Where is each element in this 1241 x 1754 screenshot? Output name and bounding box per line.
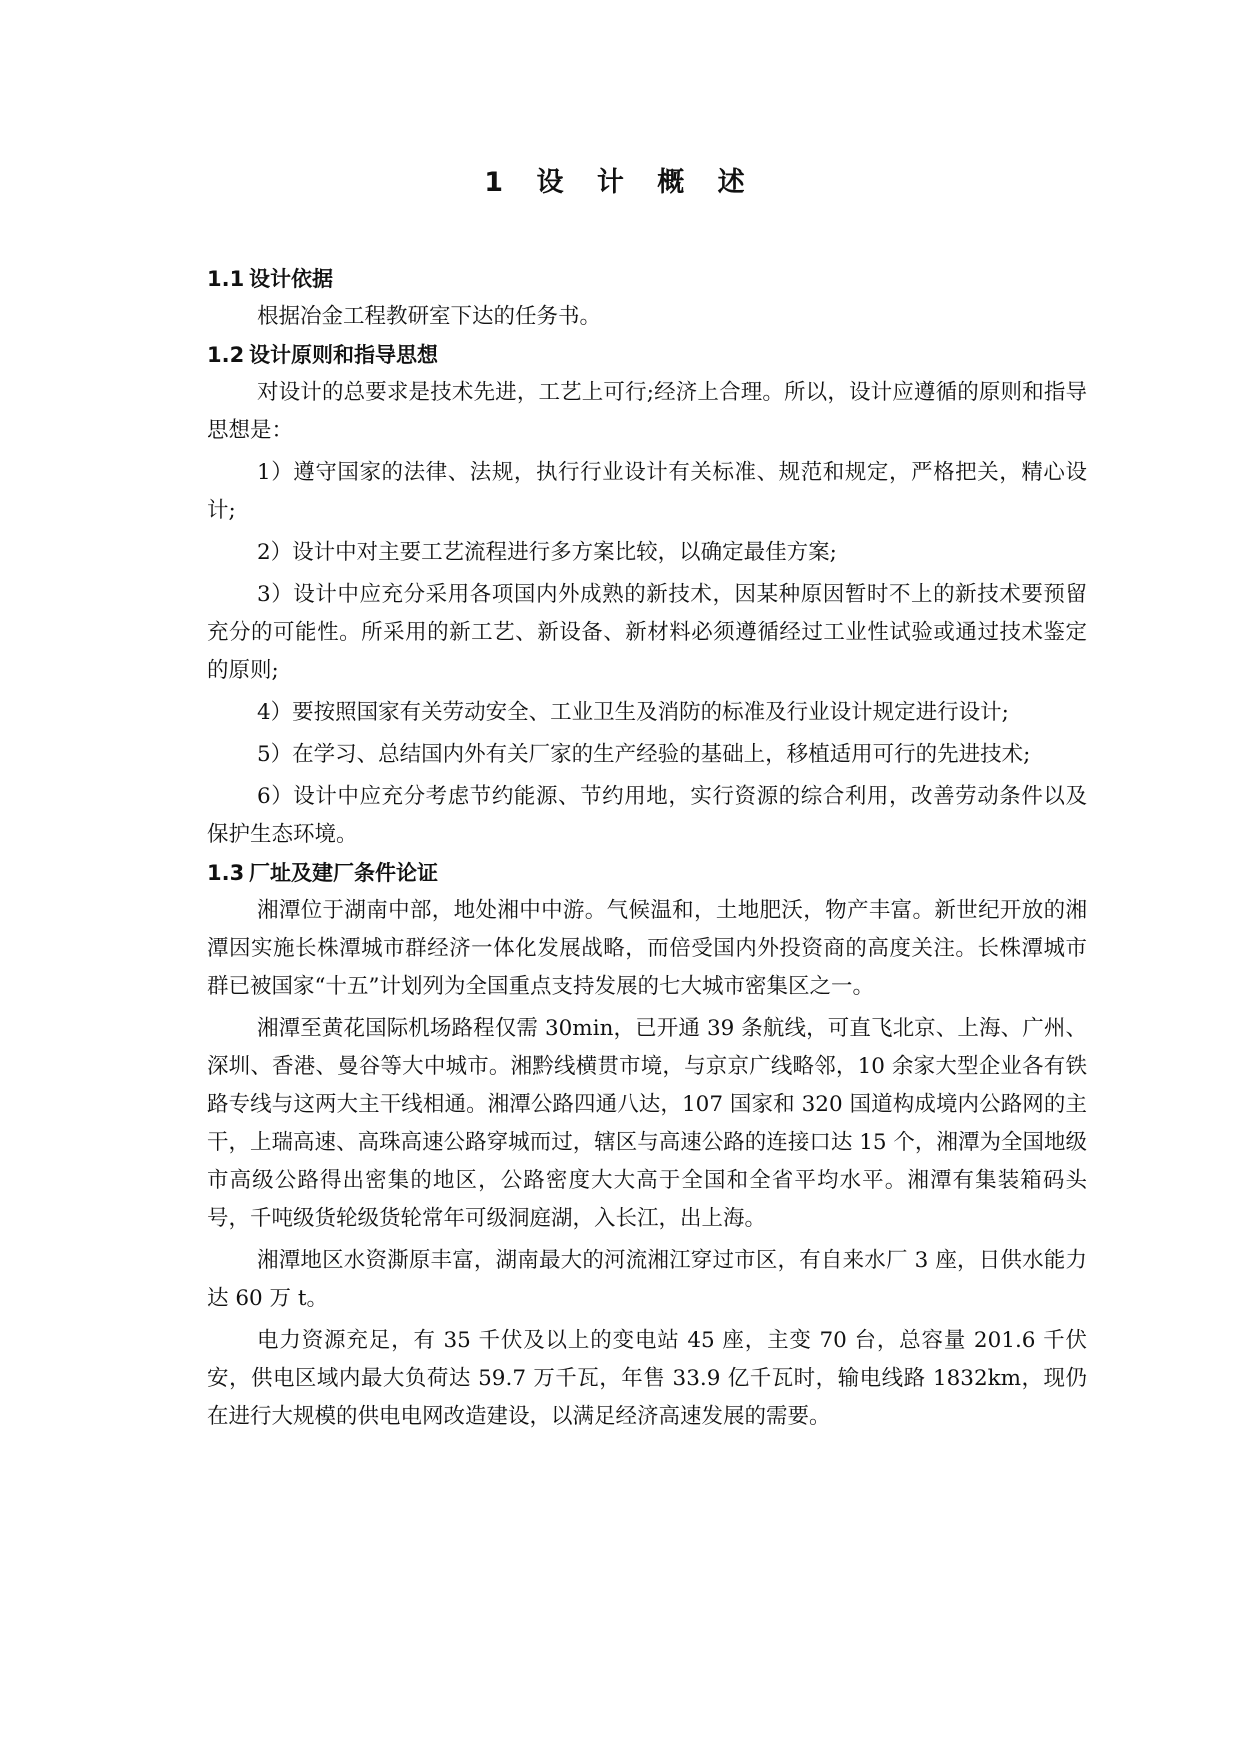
chapter-title: 1 设 计 概 述 — [484, 167, 757, 198]
section-heading-1-1 — [207, 260, 1087, 298]
section-heading-1-2 — [207, 336, 1087, 374]
paragraph: 湘潭地区水资澌原丰富，湖南最大的河流湘江穿过市区，有自来水厂 3 座，日供水能力达 60 万 t。 — [207, 1248, 1087, 1311]
section-number: 1.2 — [207, 343, 245, 367]
section-heading-1-3 — [207, 854, 1087, 892]
document-body — [207, 260, 1087, 1436]
paragraph: 对设计的总要求是技术先进，工艺上可行;经济上合理。所以，设计应遵循的原则和指导思想是： — [207, 380, 1087, 443]
section-number: 1.3 — [207, 861, 245, 885]
paragraph: 根据冶金工程教研室下达的任务书。 — [257, 304, 602, 329]
paragraph: 电力资源充足，有 35 千伏及以上的变电站 45 座，主变 70 台，总容量 201.6 千伏安，供电区域内最大负荷达 59.7 万千瓦，年售 33.9 亿千瓦时，输电线路 1832km，现仍在进行大规模的供电电网改造建设，以满足经济高速发展的需要。 — [207, 1328, 1087, 1429]
list-item: 2）设计中对主要工艺流程进行多方案比较，以确定最佳方案; — [257, 540, 837, 565]
section-title: 厂址及建厂条件论证 — [249, 861, 438, 885]
section-title: 设计原则和指导思想 — [249, 343, 438, 367]
section-number: 1.1 — [207, 267, 245, 291]
paragraph: 湘潭位于湖南中部，地处湘中中游。气候温和，土地肥沃，物产丰富。新世纪开放的湘潭因实施长株潭城市群经济一体化发展战略，而倍受国内外投资商的高度关注。长株潭城市群已被国家“十五”计划列为全国重点支持发展的七大城市密集区之一。 — [207, 898, 1087, 999]
list-item: 1）遵守国家的法律、法规，执行行业设计有关标准、规范和规定，严格把关，精心设计; — [207, 460, 1087, 523]
paragraph: 湘潭至黄花国际机场路程仅需 30min，已开通 39 条航线，可直飞北京、上海、广州、深圳、香港、曼谷等大中城市。湘黔线横贯市境，与京京广线略邻，10 余家大型企业各有铁路专线与这两大主干线相通。湘潭公路四通八达，107 国家和 320 国道构成境内公路网的主干，上瑞高速、高珠高速公路穿城而过，辖区与高速公路的连接口达 15 个，湘潭为全国地级市高级公路得出密集的地区，公路密度大大高于全国和全省平均水平。湘潭有集装箱码头号，千吨级货轮级货轮常年可级洞庭湖，入长江，出上海。 — [207, 1016, 1087, 1231]
list-item: 6）设计中应充分考虑节约能源、节约用地，实行资源的综合利用，改善劳动条件以及保护生态环境。 — [207, 784, 1087, 847]
section-title: 设计依据 — [249, 267, 333, 291]
list-item: 5）在学习、总结国内外有关厂家的生产经验的基础上，移植适用可行的先进技术; — [257, 742, 1031, 767]
list-item: 4）要按照国家有关劳动安全、工业卫生及消防的标准及行业设计规定进行设计; — [257, 700, 1009, 725]
list-item: 3）设计中应充分采用各项国内外成熟的新技术，因某种原因暂时不上的新技术要预留充分的可能性。所采用的新工艺、新设备、新材料必须遵循经过工业性试验或通过技术鉴定的原则; — [207, 582, 1087, 683]
